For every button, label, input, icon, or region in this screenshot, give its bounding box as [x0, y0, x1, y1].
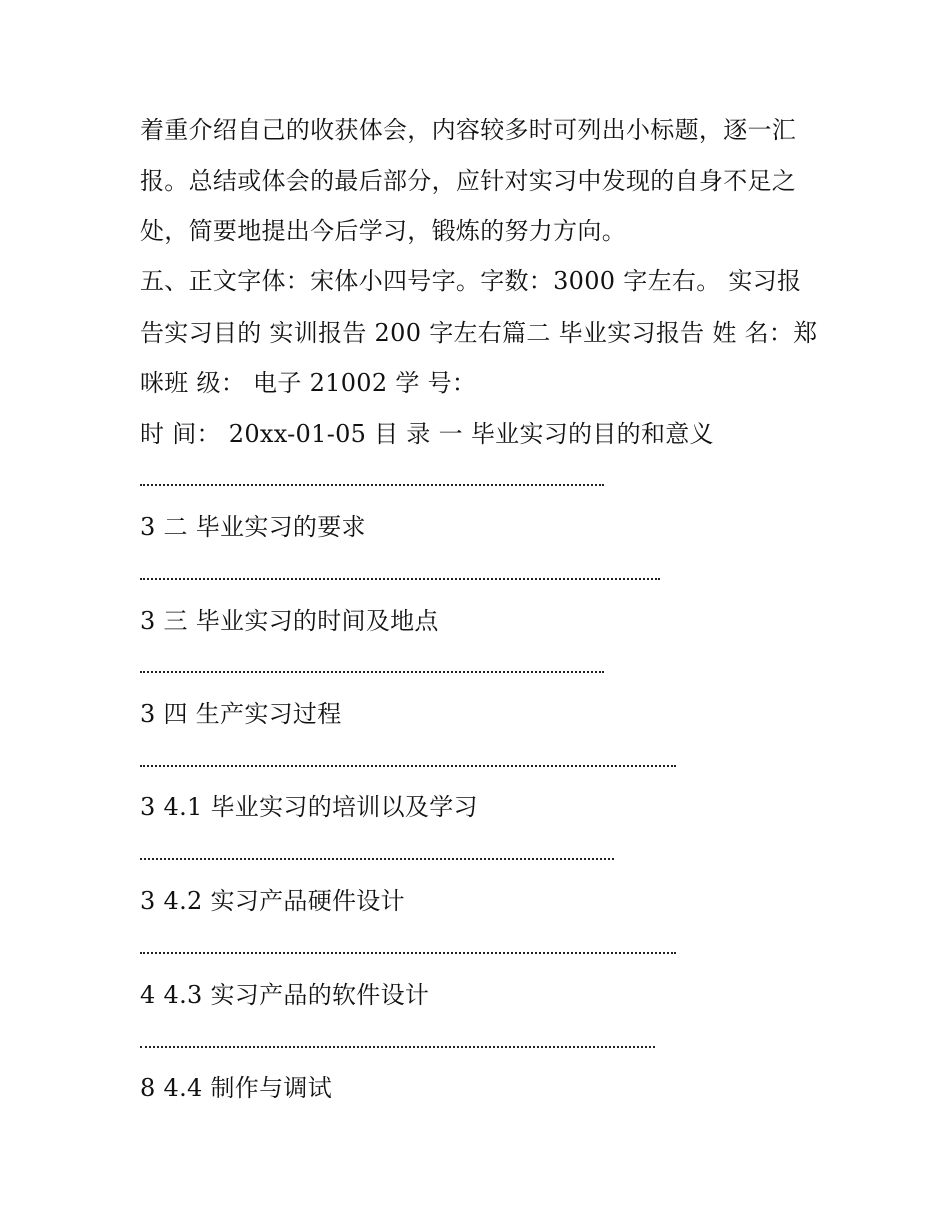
body-text-line: 时 间： 20xx-01-05 目 录 一 毕业实习的目的和意义	[140, 420, 714, 448]
body-text-line: 报。总结或体会的最后部分，应针对实习中发现的自身不足之	[140, 167, 797, 195]
body-text-line: 五、正文字体：宋体小四号字。字数：3000 字左右。 实习报	[140, 267, 802, 295]
toc-entry: 3 四 生产实习过程	[140, 700, 342, 728]
body-text-line: 处，简要地提出今后学习，锻炼的努力方向。	[140, 217, 626, 245]
toc-leader-dots	[140, 669, 604, 673]
toc-leader-dots	[140, 950, 676, 954]
body-text-line: 着重介绍自己的收获体会，内容较多时可列出小标题，逐一汇	[140, 116, 797, 144]
toc-leader-dots	[140, 576, 660, 580]
toc-leader-dots	[140, 482, 604, 486]
body-text-line: 告实习目的 实训报告 200 字左右篇二 毕业实习报告 姓 名：郑	[140, 319, 818, 347]
toc-entry: 3 二 毕业实习的要求	[140, 513, 366, 541]
toc-leader-dots	[140, 763, 676, 767]
toc-leader-dots	[140, 856, 614, 860]
toc-entry: 3 4.1 毕业实习的培训以及学习	[140, 793, 478, 821]
toc-entry: 4 4.3 实习产品的软件设计	[140, 981, 430, 1009]
body-text-line: 咪班 级： 电子 21002 学 号：	[140, 369, 477, 397]
toc-entry: 3 4.2 实习产品硬件设计	[140, 887, 405, 915]
toc-entry: 8 4.4 制作与调试	[140, 1074, 332, 1102]
toc-entry: 3 三 毕业实习的时间及地点	[140, 607, 439, 635]
toc-leader-dots	[140, 1044, 655, 1048]
